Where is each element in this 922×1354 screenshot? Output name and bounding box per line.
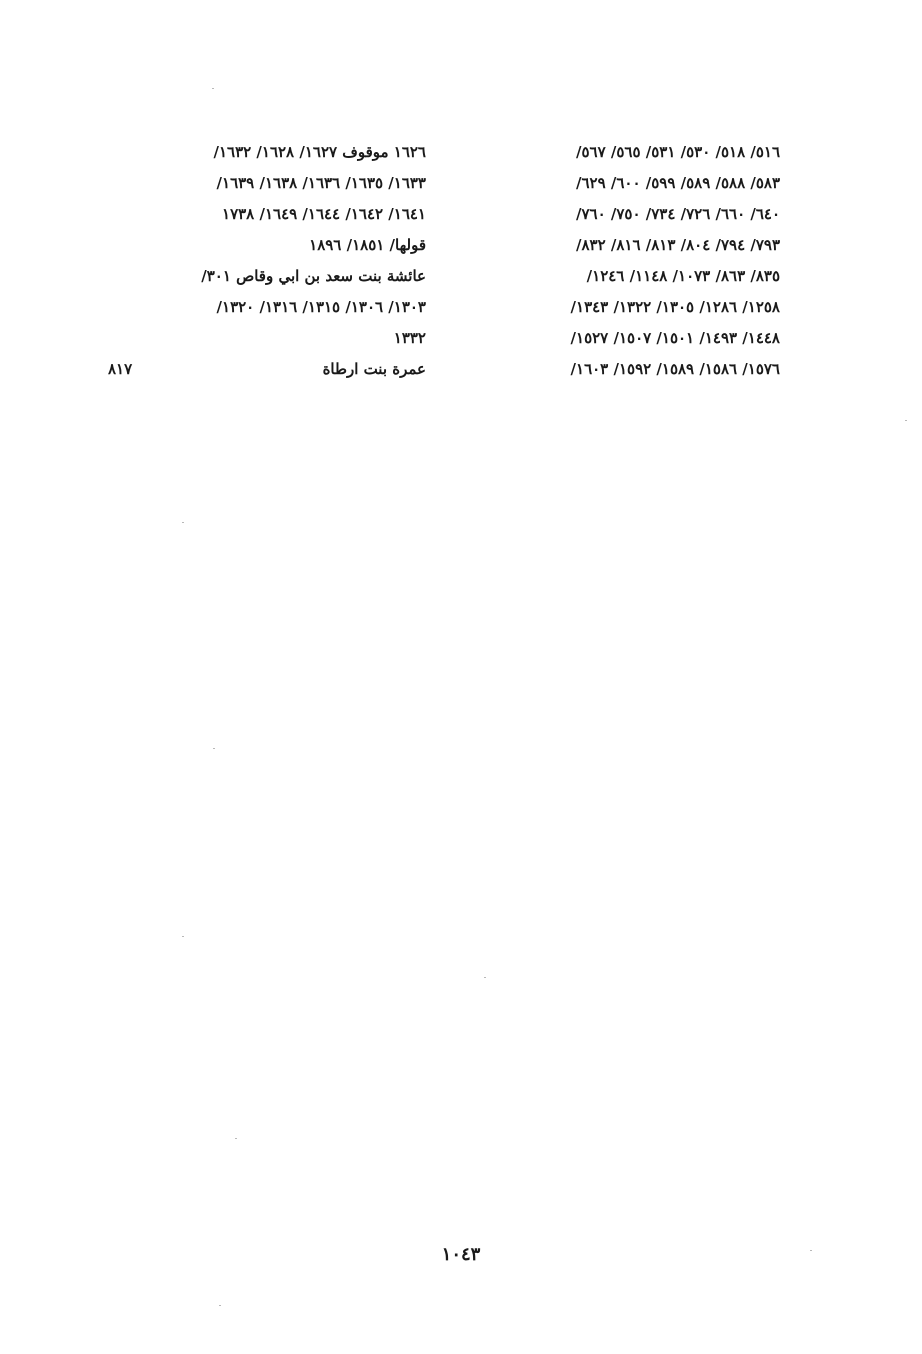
index-refs: ٥١٦/ ٥١٨/ ٥٣٠/ ٥٣١/ ٥٦٥/ ٥٦٧/ <box>575 142 780 161</box>
index-row <box>100 229 780 260</box>
index-entry <box>100 143 426 161</box>
index-entry-text: ١٦٣٣/ ١٦٣٥/ ١٦٣٦/ ١٦٣٨/ ١٦٣٩/ <box>216 173 426 192</box>
index-row <box>100 167 780 198</box>
index-entry-text: ١٣٠٣/ ١٣٠٦/ ١٣١٥/ ١٣١٦/ ١٣٢٠/ <box>216 297 426 316</box>
page-number: ١٠٤٣ <box>441 1244 481 1265</box>
index-row <box>100 353 780 384</box>
index-entry-text: عمرة بنت ارطاة <box>322 359 426 378</box>
index-refs: ١٢٥٨/ ١٢٨٦/ ١٣٠٥/ ١٣٢٢/ ١٣٤٣/ <box>570 297 780 316</box>
index-row <box>100 136 780 167</box>
paper-speck <box>235 1138 237 1139</box>
index-row <box>100 322 780 353</box>
paper-speck <box>219 1305 221 1306</box>
index-refs: ٧٩٣/ ٧٩٤/ ٨٠٤/ ٨١٣/ ٨١٦/ ٨٣٢/ <box>575 235 780 254</box>
index-entry <box>100 329 426 347</box>
index-entry <box>100 236 426 254</box>
paper-speck <box>905 420 907 421</box>
paper-speck <box>182 522 184 523</box>
index-row <box>100 291 780 322</box>
index-block <box>100 136 780 384</box>
index-entry <box>100 267 426 285</box>
index-refs: ١٥٧٦/ ١٥٨٦/ ١٥٨٩/ ١٥٩٢/ ١٦٠٣/ <box>570 359 780 378</box>
index-refs: ٦٤٠/ ٦٦٠/ ٧٢٦/ ٧٣٤/ ٧٥٠/ ٧٦٠/ <box>575 204 780 223</box>
index-entry <box>100 174 426 192</box>
index-entry <box>100 360 426 378</box>
index-entry-text: عائشة بنت سعد بن ابي وقاص ٣٠١/ <box>201 266 426 285</box>
index-refs: ١٤٤٨/ ١٤٩٣/ ١٥٠١/ ١٥٠٧/ ١٥٢٧/ <box>570 328 780 347</box>
index-entry <box>100 298 426 316</box>
index-refs: ٨٣٥/ ٨٦٣/ ١٠٧٣/ ١١٤٨/ ١٢٤٦/ <box>586 266 780 285</box>
paper-speck <box>810 1250 812 1251</box>
paper-speck <box>484 977 486 978</box>
paper-speck <box>213 748 215 749</box>
index-entry-text: ١٦٢٦ موقوف ١٦٢٧/ ١٦٢٨/ ١٦٣٢/ <box>213 142 426 161</box>
paper-speck <box>182 936 184 937</box>
index-entry-ref: ٨١٧ <box>108 359 133 378</box>
index-entry-text: ١٦٤١/ ١٦٤٢/ ١٦٤٤/ ١٦٤٩/ ١٧٣٨ <box>222 204 426 223</box>
index-entry <box>100 205 426 223</box>
paper-speck <box>212 88 214 89</box>
index-entry-text: ١٣٣٢ <box>393 328 426 347</box>
index-entry-text: قولها/ ١٨٥١/ ١٨٩٦ <box>309 235 426 254</box>
index-row <box>100 260 780 291</box>
index-row <box>100 198 780 229</box>
index-refs: ٥٨٣/ ٥٨٨/ ٥٨٩/ ٥٩٩/ ٦٠٠/ ٦٢٩/ <box>575 173 780 192</box>
